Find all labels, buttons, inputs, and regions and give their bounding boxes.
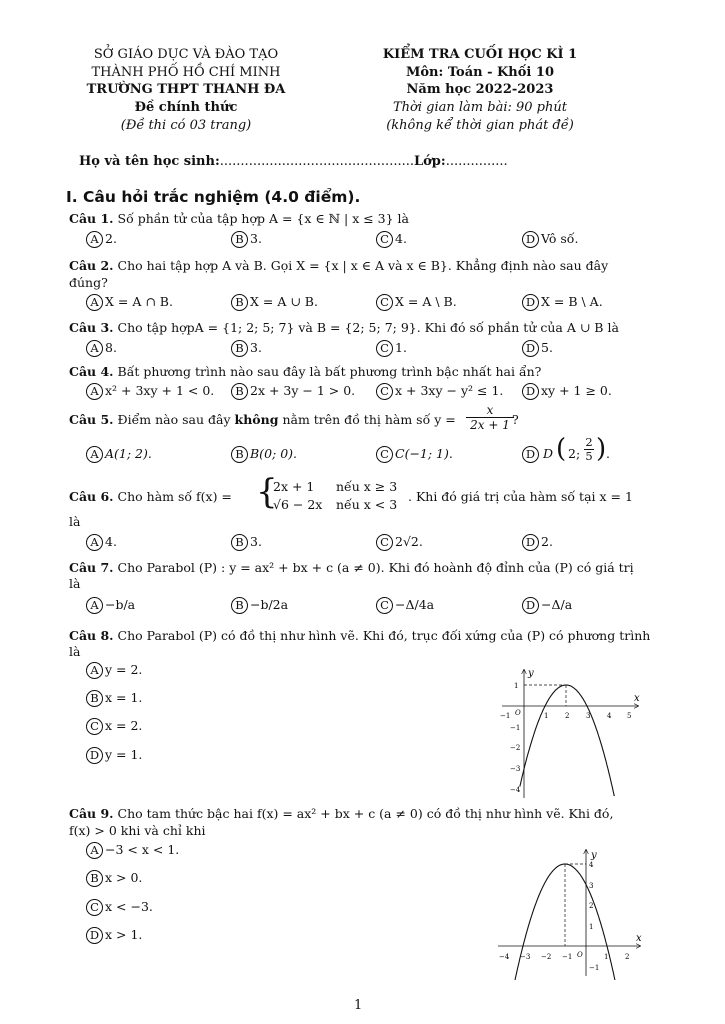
q6-option-b[interactable]: B 3. [231,534,262,551]
question-8-cont: là [69,644,81,659]
x-axis-label: x [634,693,640,704]
q9-option-d[interactable]: D x > 1. [86,927,142,944]
q9-parabola-graph [490,846,650,980]
section-title: I. Câu hỏi trắc nghiệm (4.0 điểm). [66,188,361,206]
q5-option-d[interactable]: D [522,446,541,463]
origin-label: O [515,709,521,717]
q3-option-a[interactable]: A 8. [86,340,117,357]
x-tick: 2 [565,712,570,720]
q6-option-d[interactable]: D 2. [522,534,553,551]
q8-option-a[interactable]: A y = 2. [86,662,142,679]
y-axis-label: y [528,668,534,679]
q2-option-d[interactable]: D X = B \ A. [522,294,603,311]
question-9-cont: f(x) > 0 khi và chỉ khi [69,823,206,838]
q3-option-b[interactable]: B 3. [231,340,262,357]
question-9: Câu 9. Cho tam thức bậc hai f(x) = ax² + bx + c (a ≠ 0) có đồ thị như hình vẽ. Khi đó, [69,806,614,821]
q6-option-c[interactable]: C 2√2. [376,534,423,551]
q2-option-b[interactable]: B X = A ∪ B. [231,294,318,311]
school-year: Năm học 2022-2023 [406,82,554,97]
q1-option-b[interactable]: B 3. [231,231,262,248]
question-2: Câu 2. Cho hai tập hợp A và B. Gọi X = {x | x ∈ A và x ∈ B}. Khẳng định nào sau đây [69,258,609,273]
x-tick: 4 [607,712,612,720]
question-5: Câu 5. Điểm nào sau đây không nằm trên đồ thị hàm số y = [69,412,456,427]
q6-case1: 2x + 1 [273,479,315,494]
x-tick: 2 [625,953,630,961]
question-7: Câu 7. Cho Parabol (P) : y = ax² + bx + c (a ≠ 0). Khi đó hoành độ đỉnh của (P) có giá trị [69,560,634,575]
q3-option-c[interactable]: C 1. [376,340,407,357]
y-tick: −1 [510,724,521,732]
x-axis-label: x [636,933,642,944]
x-tick: 1 [544,712,549,720]
y-tick: 4 [589,861,594,869]
y-tick: 1 [514,682,519,690]
question-6-tail: . Khi đó giá trị của hàm số tại x = 1 [408,489,633,504]
q6-cond2: nếu x < 3 [336,497,398,512]
q8-option-c[interactable]: C x = 2. [86,718,142,735]
question-7-cont: là [69,576,81,591]
header-left-line1: SỞ GIÁO DỤC VÀ ĐÀO TẠO [93,47,279,62]
y-tick: −3 [510,765,521,773]
page-number: 1 [354,998,363,1013]
official-label: Đề chính thức [134,100,238,115]
y-tick: 3 [589,882,594,890]
x-tick: −2 [541,953,552,961]
class-dots[interactable]: ............... [445,154,508,169]
y-tick: −2 [510,744,521,752]
q6-cond1: nếu x ≥ 3 [336,479,398,494]
y-tick: 2 [589,902,594,910]
q5-fraction: x 2x + 1 [466,403,514,433]
origin-label: O [577,951,583,959]
q7-option-c[interactable]: C −Δ/4a [376,597,434,614]
q3-option-d[interactable]: D 5. [522,340,553,357]
class-label: Lớp: [414,154,446,169]
q7-option-a[interactable]: A −b/a [86,597,135,614]
q4-option-c[interactable]: C x + 3xy − y² ≤ 1. [376,383,503,400]
y-tick: 1 [589,923,594,931]
y-tick-labels [589,861,599,972]
question-1: Câu 1. Số phần tử của tập hợp A = {x ∈ ℕ | x ≤ 3} là [69,211,410,226]
x-tick: −1 [500,712,511,720]
q1-option-a[interactable]: A 2. [86,231,117,248]
q4-option-b[interactable]: B 2x + 3y − 1 > 0. [231,383,355,400]
duration: Thời gian làm bài: 90 phút [393,100,567,115]
student-info-line [79,154,508,169]
header-left-line2: THÀNH PHỐ HỒ CHÍ MINH [91,65,281,80]
x-tick: 5 [627,712,632,720]
x-tick: −3 [520,953,531,961]
parabola-curve [520,685,615,796]
y-tick: −1 [589,964,600,972]
q1-option-d[interactable]: D Vô số. [522,231,578,248]
q2-option-c[interactable]: C X = A \ B. [376,294,457,311]
q5-question-mark: ? [512,412,519,427]
question-4: Câu 4. Bất phương trình nào sau đây là bất phương trình bậc nhất hai ẩn? [69,364,542,379]
page-count-note: (Đề thi có 03 trang) [120,118,252,133]
y-axis-label: y [591,850,597,861]
exam-title: KIỂM TRA CUỐI HỌC KÌ 1 [382,47,578,62]
q6-case2: √6 − 2x [273,497,323,512]
q6-option-a[interactable]: A 4. [86,534,117,551]
q7-option-d[interactable]: D −Δ/a [522,597,572,614]
x-tick: 1 [604,953,609,961]
x-tick: −1 [562,953,573,961]
question-3: Câu 3. Cho tập hợpA = {1; 2; 5; 7} và B = {2; 5; 7; 9}. Khi đó số phần tử của A ∪ B là [69,320,619,335]
name-label: Họ và tên học sinh: [79,154,220,169]
q7-option-b[interactable]: B −b/2a [231,597,288,614]
duration-note: (không kể thời gian phát đề) [386,118,574,133]
q8-option-d[interactable]: D y = 1. [86,747,142,764]
q5-option-c[interactable]: C C(−1; 1). [376,446,453,463]
question-8: Câu 8. Cho Parabol (P) có đồ thị như hình vẽ. Khi đó, trục đối xứng của (P) có phương trình [69,628,651,643]
x-tick: 3 [586,712,591,720]
q5-option-b[interactable]: B B(0; 0). [231,446,297,463]
question-2-cont: đúng? [69,275,108,290]
q8-option-b[interactable]: B x = 1. [86,690,142,707]
name-dots[interactable]: ............................................... [219,154,414,169]
q9-option-a[interactable]: A −3 < x < 1. [86,842,179,859]
q8-parabola-graph [490,664,650,804]
x-tick: −4 [499,953,510,961]
question-6-cont: là [69,514,81,529]
q4-option-a[interactable]: A x² + 3xy + 1 < 0. [86,383,214,400]
y-tick: −4 [510,786,521,794]
y-tick-labels [510,682,521,794]
school-name: TRƯỜNG THPT THANH ĐA [86,82,286,97]
question-6: Câu 6. Cho hàm số f(x) = [69,489,232,504]
q4-option-d[interactable]: D xy + 1 ≥ 0. [522,383,612,400]
q9-option-b[interactable]: B x > 0. [86,870,142,887]
subject: Môn: Toán - Khối 10 [406,65,554,80]
q1-option-c[interactable]: C 4. [376,231,407,248]
q9-option-c[interactable]: C x < −3. [86,899,153,916]
q6-brace: { [256,472,278,512]
q2-option-a[interactable]: A X = A ∩ B. [86,294,173,311]
q5-option-a[interactable]: A A(1; 2). [86,446,152,463]
